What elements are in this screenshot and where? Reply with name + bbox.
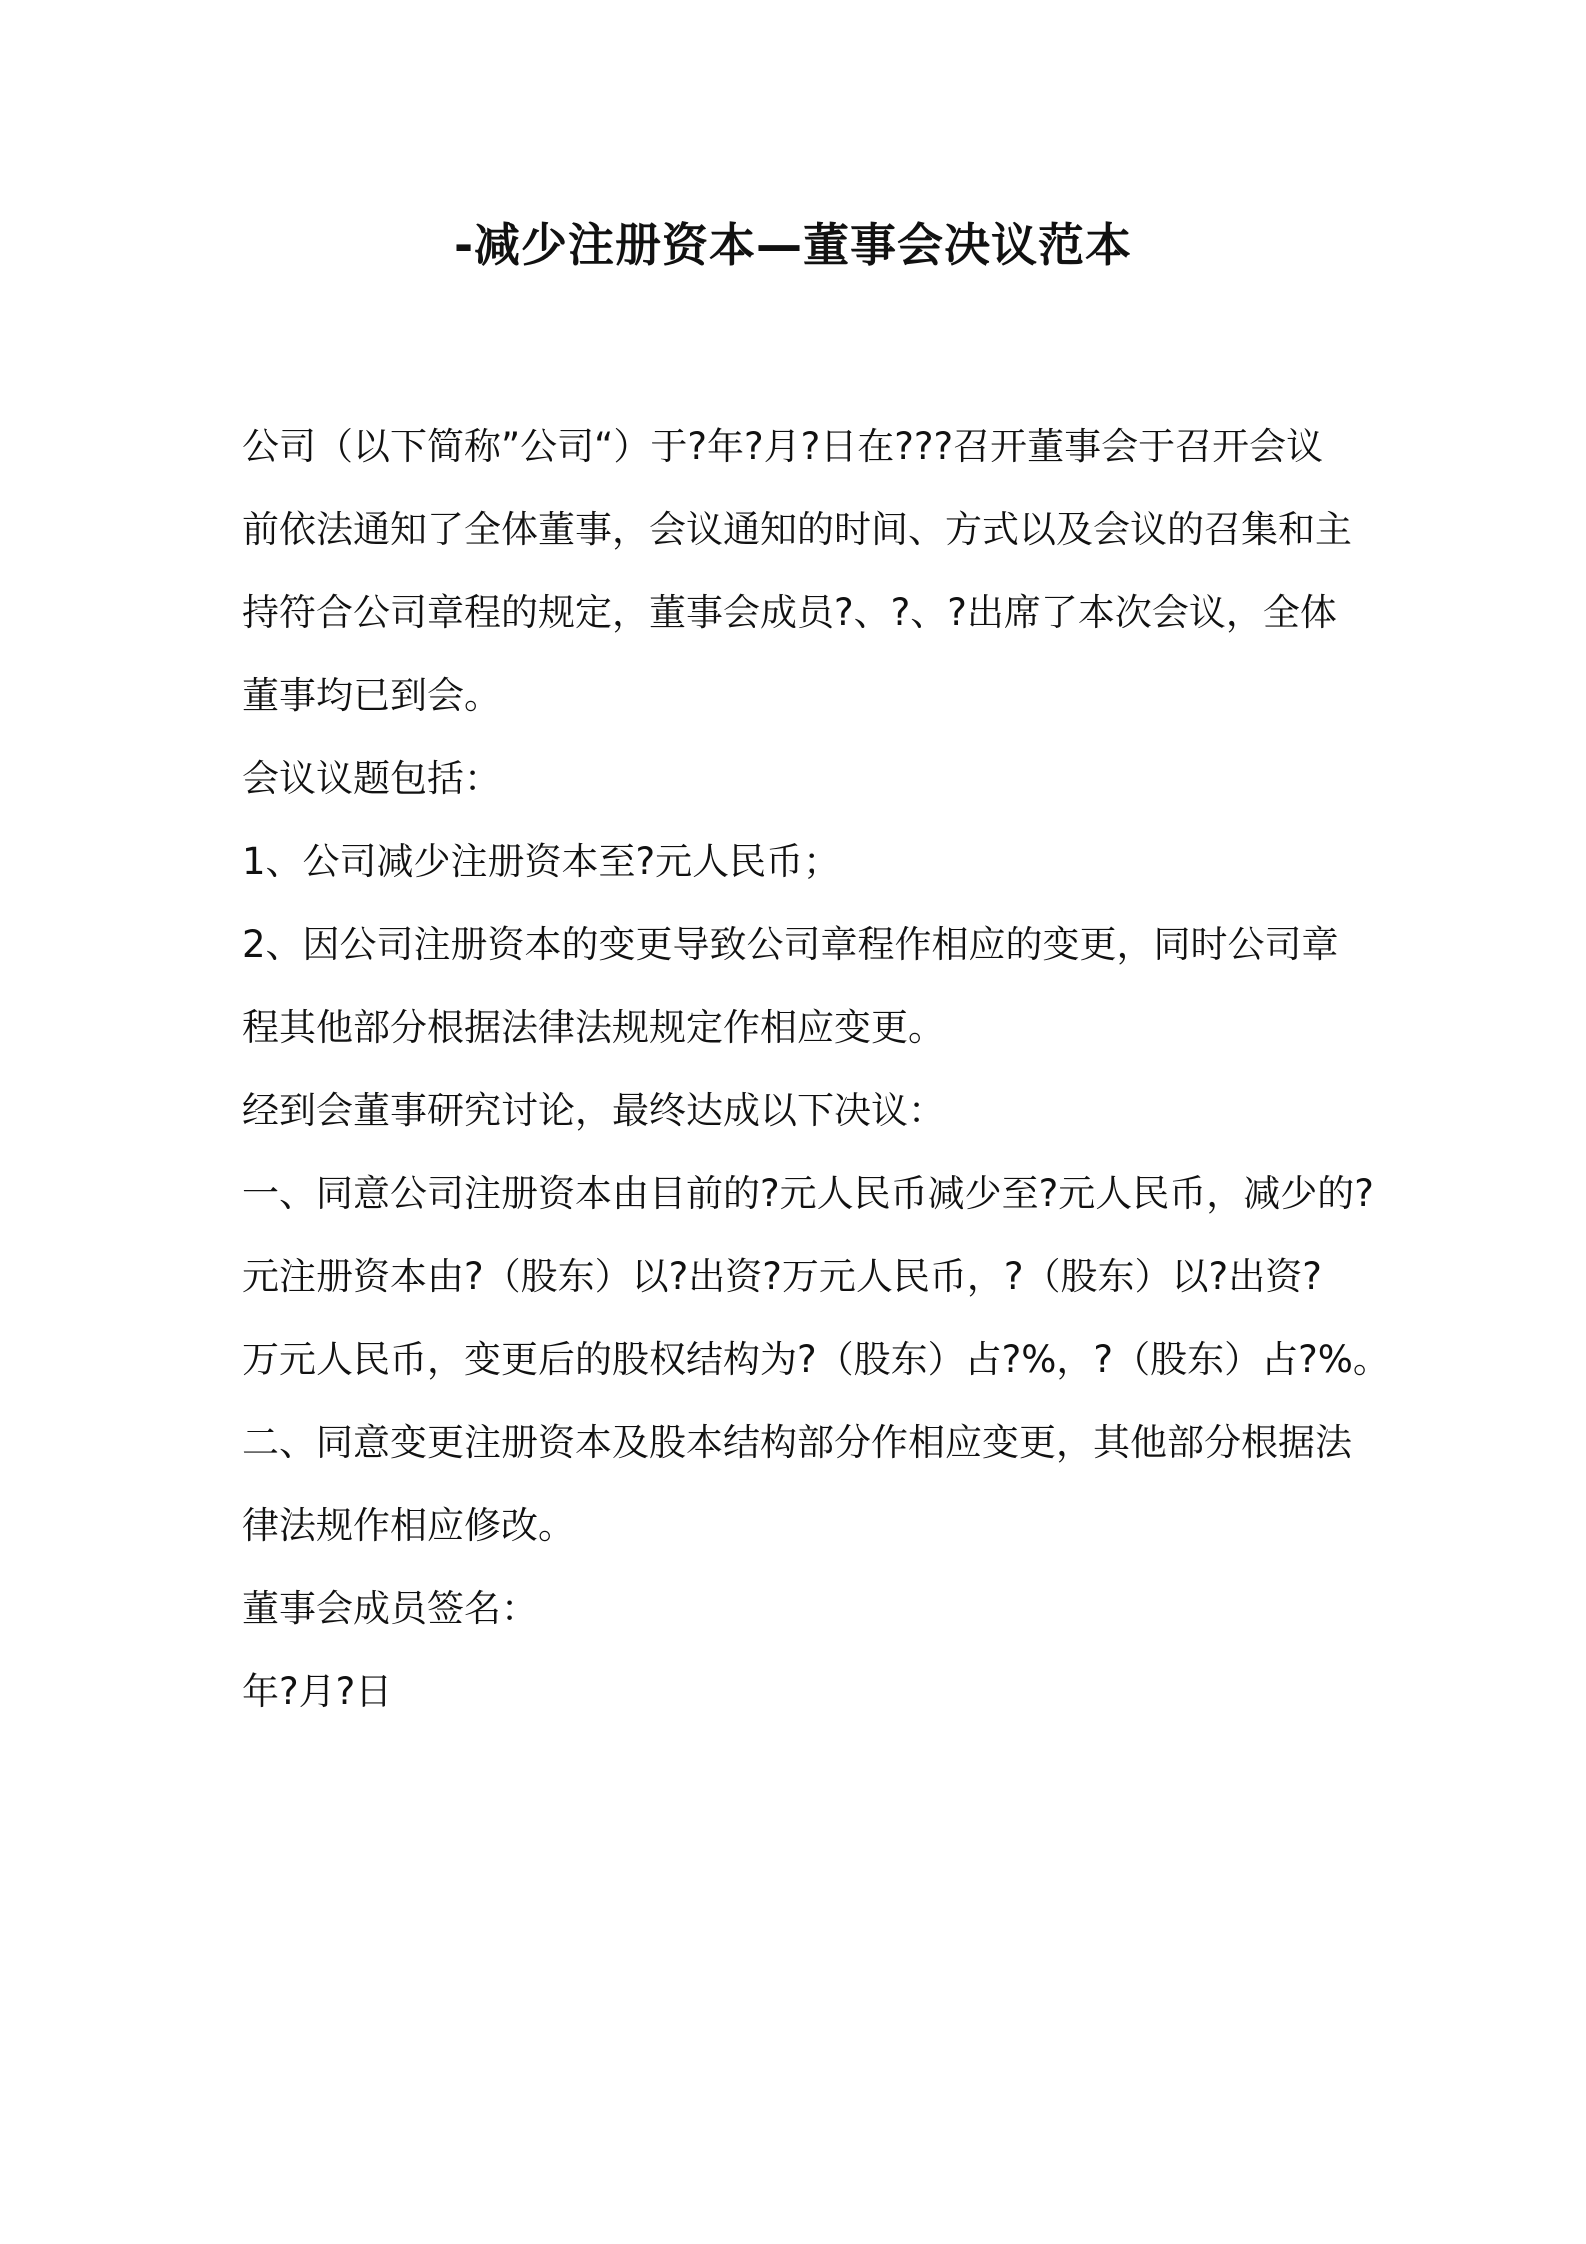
paragraph-line: 经到会董事研究讨论，最终达成以下决议： <box>242 1089 945 1132</box>
paragraph-line: 程其他部分根据法律法规规定作相应变更。 <box>242 1006 945 1049</box>
resolution-2 <box>242 1401 1362 1567</box>
paragraph-line: 万元人民币，变更后的股权结构为?（股东）占?%，?（股东）占?%。 <box>242 1338 1390 1381</box>
paragraph-line: 元注册资本由?（股东）以?出资?万元人民币，?（股东）以?出资? <box>242 1255 1322 1298</box>
agenda-heading <box>242 737 1362 820</box>
paragraph-line: 董事均已到会。 <box>242 674 501 717</box>
document-title: -减少注册资本—董事会决议范本 <box>453 218 1133 272</box>
meeting-intro-paragraph <box>242 405 1362 737</box>
agenda-item-1 <box>242 820 1362 903</box>
resolution-intro <box>242 1069 1362 1152</box>
signature-label <box>242 1567 1362 1650</box>
paragraph-line: 2、因公司注册资本的变更导致公司章程作相应的变更，同时公司章 <box>242 923 1339 966</box>
paragraph-line: 二、同意变更注册资本及股本结构部分作相应变更，其他部分根据法 <box>242 1421 1352 1464</box>
paragraph-line: 持符合公司章程的规定，董事会成员?、?、?出席了本次会议，全体 <box>242 591 1337 634</box>
paragraph-line: 1、公司减少注册资本至?元人民币； <box>242 840 841 883</box>
agenda-item-2 <box>242 903 1362 1069</box>
resolution-1 <box>242 1152 1390 1401</box>
paragraph-line: 公司（以下简称”公司“）于?年?月?日在???召开董事会于召开会议 <box>242 425 1324 468</box>
paragraph-line: 一、同意公司注册资本由目前的?元人民币减少至?元人民币，减少的? <box>242 1172 1374 1215</box>
paragraph-line: 前依法通知了全体董事，会议通知的时间、方式以及会议的召集和主 <box>242 508 1352 551</box>
paragraph-line: 会议议题包括： <box>242 757 501 800</box>
document-body <box>242 405 1390 1733</box>
paragraph-line: 年?月?日 <box>242 1670 393 1713</box>
date-line <box>242 1650 1362 1733</box>
paragraph-line: 董事会成员签名： <box>242 1587 538 1630</box>
paragraph-line: 律法规作相应修改。 <box>242 1504 575 1547</box>
